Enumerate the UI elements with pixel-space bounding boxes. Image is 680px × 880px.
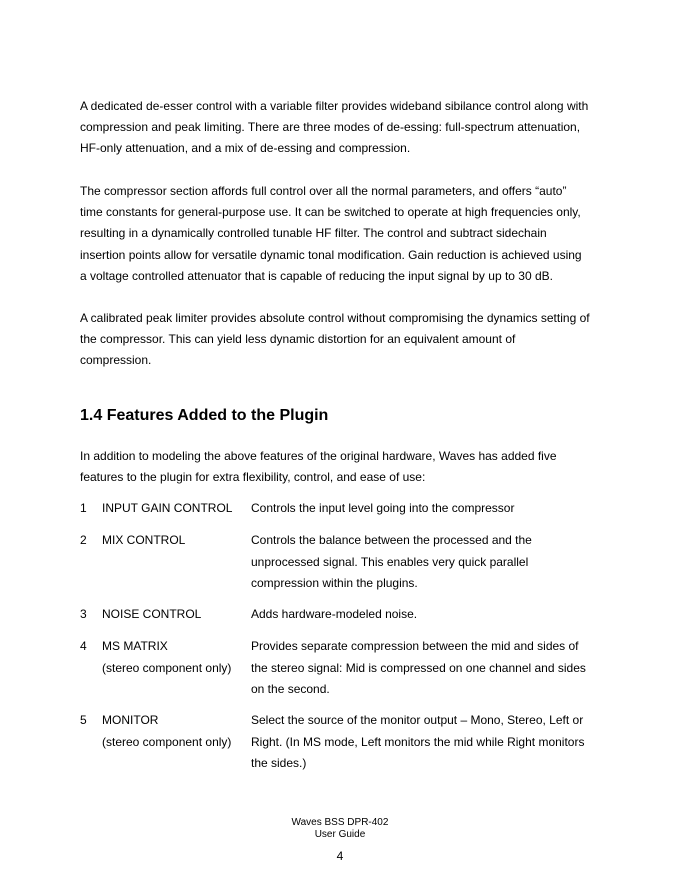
feature-description-line: on the second.	[251, 682, 330, 696]
feature-description	[251, 530, 611, 595]
text-line: compression.	[80, 353, 152, 368]
feature-number: 2	[80, 533, 87, 547]
feature-description-line: the stereo signal: Mid is compressed on one channel and sides	[251, 660, 586, 675]
feature-description	[251, 498, 611, 520]
feature-name	[102, 636, 231, 679]
footer-title-line: Waves BSS DPR-402	[291, 817, 389, 828]
feature-name	[102, 710, 231, 753]
section-intro	[80, 446, 610, 488]
text-line: time constants for general-purpose use. It can be switched to operate at high frequencies only,	[80, 205, 581, 220]
footer-title-line: User Guide	[314, 829, 366, 840]
page-number: 4	[336, 849, 344, 863]
footer-document-title	[0, 817, 680, 841]
text-line: A calibrated peak limiter provides absolute control without compromising the dynamics setting of	[80, 311, 590, 325]
feature-description-line: unprocessed signal. This enables very quick parallel	[251, 554, 529, 569]
feature-description-line: Provides separate compression between the mid and sides of	[251, 639, 579, 653]
feature-name	[102, 498, 232, 520]
feature-number: 4	[80, 639, 87, 653]
feature-description	[251, 710, 611, 775]
feature-name-line: MIX CONTROL	[102, 533, 186, 547]
feature-description-line: Controls the input level going into the compressor	[251, 501, 515, 515]
text-line: In addition to modeling the above features of the original hardware, Waves has added five	[80, 449, 557, 463]
text-line: compression and peak limiting. There are three modes of de-essing: full-spectrum attenuation,	[80, 120, 581, 135]
feature-name-line: (stereo component only)	[102, 660, 232, 675]
feature-name-line: INPUT GAIN CONTROL	[102, 501, 233, 515]
text-line: HF-only attenuation, and a mix of de-essing and compression.	[80, 141, 411, 156]
feature-description	[251, 604, 611, 626]
text-line: The compressor section affords full control over all the normal parameters, and offers “auto”	[80, 184, 567, 198]
feature-name-line: (stereo component only)	[102, 734, 232, 749]
feature-description-line: the sides.)	[251, 756, 307, 770]
feature-name	[102, 604, 201, 626]
feature-description-line: Right. (In MS mode, Left monitors the mid while Right monitors	[251, 734, 585, 749]
feature-number: 3	[80, 607, 87, 621]
text-line: features to the plugin for extra flexibility, control, and ease of use:	[80, 470, 426, 485]
feature-name-line: NOISE CONTROL	[102, 607, 202, 621]
feature-description-line: compression within the plugins.	[251, 576, 418, 590]
feature-description	[251, 636, 611, 701]
paragraph-de-esser	[80, 96, 610, 160]
feature-description-line: Select the source of the monitor output – Mono, Stereo, Left or	[251, 713, 584, 727]
feature-name	[102, 530, 185, 552]
feature-name-line: MS MATRIX	[102, 639, 168, 653]
text-line: the compressor. This can yield less dynamic distortion for an equivalent amount of	[80, 332, 516, 347]
text-line: resulting in a dynamically controlled tunable HF filter. The control and subtract sidechain	[80, 226, 547, 241]
section-heading: 1.4 Features Added to the Plugin	[80, 407, 329, 424]
feature-number: 1	[80, 501, 87, 515]
text-line: A dedicated de-esser control with a variable filter provides wideband sibilance control along with	[80, 99, 589, 113]
paragraph-compressor	[80, 181, 610, 287]
text-line: a voltage controlled attenuator that is capable of reducing the input signal by up to 30 dB.	[80, 268, 553, 283]
feature-number: 5	[80, 713, 87, 727]
feature-description-line: Controls the balance between the processed and the	[251, 533, 532, 547]
paragraph-peak-limiter	[80, 308, 610, 372]
feature-description-line: Adds hardware-modeled noise.	[251, 607, 418, 621]
feature-name-line: MONITOR	[102, 713, 159, 727]
text-line: insertion points allow for versatile dynamic tonal modification. Gain reduction is achieved using	[80, 247, 582, 262]
